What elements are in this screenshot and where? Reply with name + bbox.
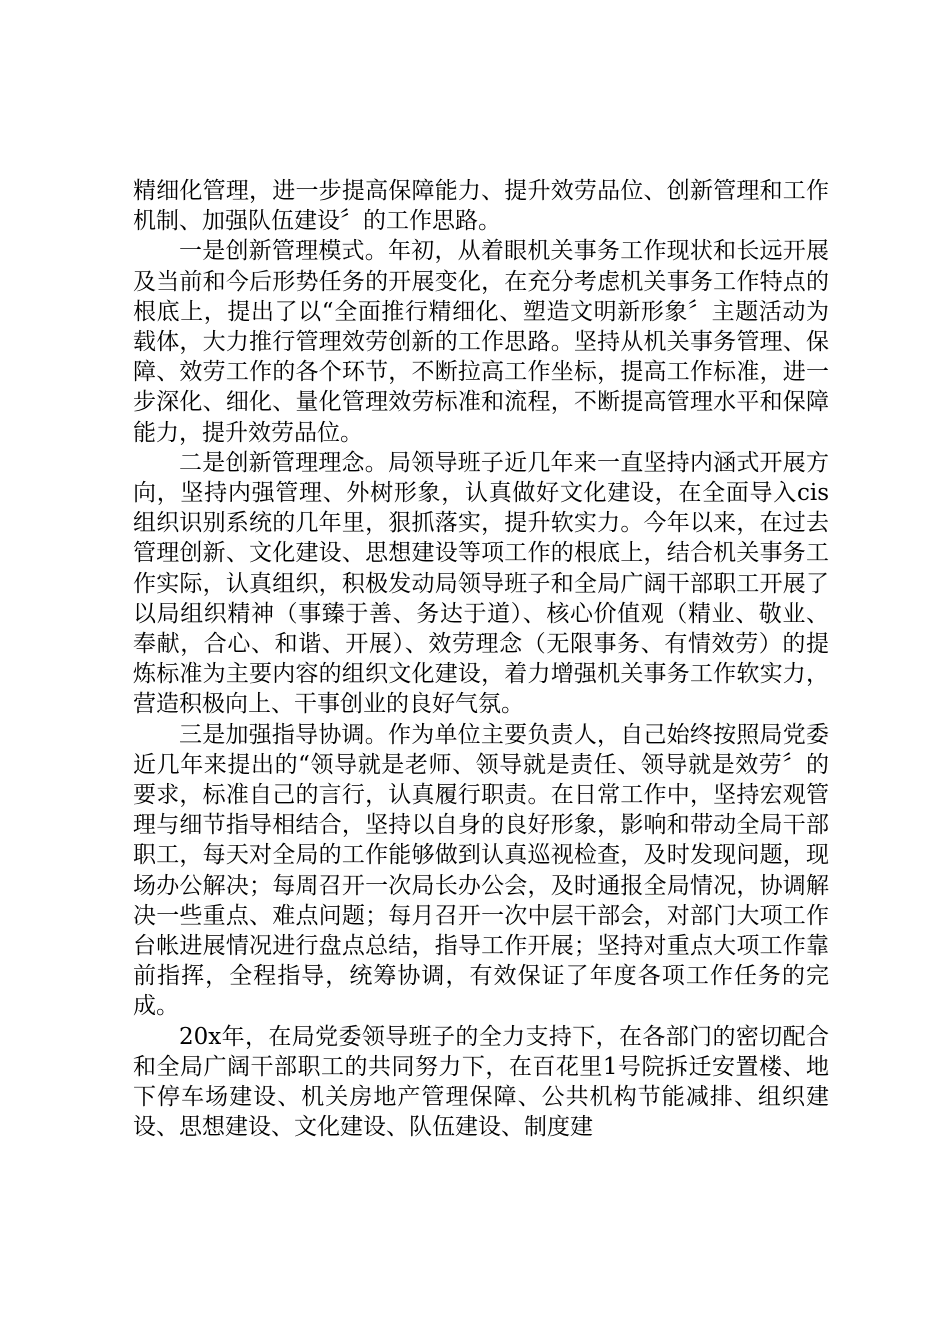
paragraph-continued: 精细化管理，进一步提高保障能力、提升效劳品位、创新管理和工作机制、加强队伍建设〞的工作思路。 xyxy=(133,178,829,235)
paragraph-strengthen-guidance: 三是加强指导协调。作为单位主要负责人，自己始终按照局党委近几年来提出的“领导就是老师、领导就是责任、领导就是效劳〞的要求，标准自己的言行，认真履行职责。在日常工作中，坚持宏观管理与细节指导相结合，坚持以自身的良好形象，影响和带动全局干部职工，每天对全局的工作能够做到认真巡视检查，及时发现问题，现场办公解决；每周召开一次局长办公会，及时通报全局情况，协调解决一些重点、难点问题；每月召开一次中层干部会，对部门大项工作台帐进展情况进行盘点总结，指导工作开展；坚持对重点大项工作靠前指挥，全程指导，统筹协调，有效保证了年度各项工作任务的完成。 xyxy=(133,721,829,1020)
document-body xyxy=(133,176,829,1143)
paragraph-annual-summary: 20x年，在局党委领导班子的全力支持下，在各部门的密切配合和全局广阔干部职工的共同努力下，在百花里1号院拆迁安置楼、地下停车场建设、机关房地产管理保障、公共机构节能减排、组织建设、思想建设、文化建设、队伍建设、制度建 xyxy=(133,1023,829,1141)
paragraph-innovate-management-mode: 一是创新管理模式。年初，从着眼机关事务工作现状和长远开展及当前和今后形势任务的开展变化，在充分考虑机关事务工作特点的根底上，提出了以“全面推行精细化、塑造文明新形象〞主题活动为载体，大力推行管理效劳创新的工作思路。坚持从机关事务管理、保障、效劳工作的各个环节，不断拉高工作坐标，提高工作标准，进一步深化、细化、量化管理效劳标准和流程，不断提高管理水平和保障能力，提升效劳品位。 xyxy=(133,238,829,446)
paragraph-innovate-management-concept: 二是创新管理理念。局领导班子近几年来一直坚持内涵式开展方向，坚持内强管理、外树形象，认真做好文化建设，在全面导入cis组织识别系统的几年里，狠抓落实，提升软实力。今年以来，在过去管理创新、文化建设、思想建设等项工作的根底上，结合机关事务工作实际，认真组织，积极发动局领导班子和全局广阔干部职工开展了以局组织精神（事臻于善、务达于道）、核心价值观（精业、敬业、奉献，合心、和谐、开展）、效劳理念（无限事务、有情效劳）的提炼标准为主要内容的组织文化建设，着力增强机关事务工作软实力，营造积极向上、干事创业的良好气氛。 xyxy=(133,449,829,718)
